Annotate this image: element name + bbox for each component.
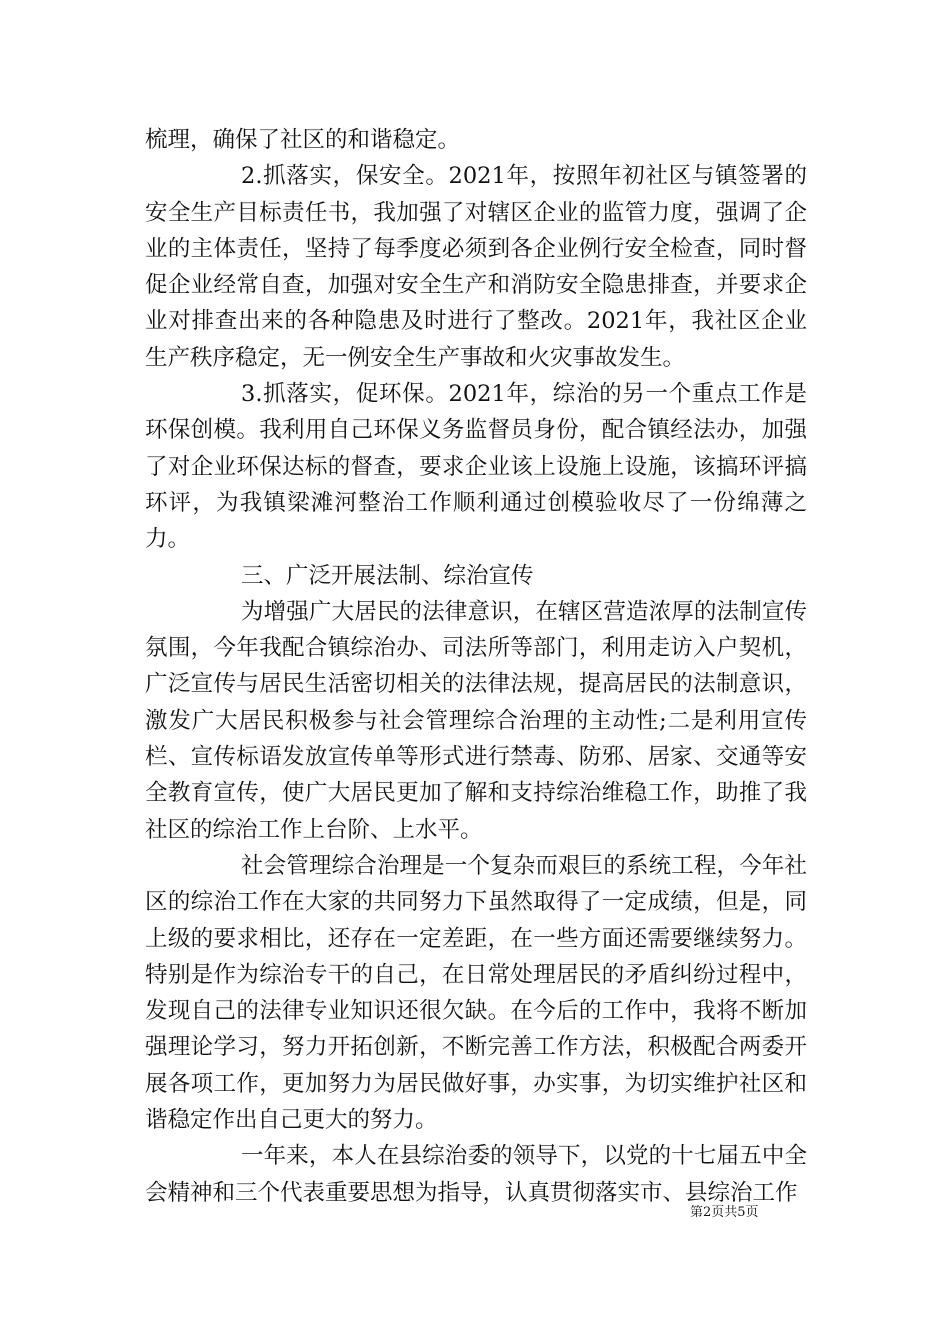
- paragraph-summary: 社会管理综合治理是一个复杂而艰巨的系统工程，今年社区的综治工作在大家的共同努力下虽然取得了一定成绩，但是，同上级的要求相比，还存在一定差距，在一些方面还需要继续努力。特别是作为综治专干的自己，在日常处理居民的矛盾纠纷过程中，发现自己的法律专业知识还很欠缺。在今后的工作中，我将不断加强理论学习，努力开拓创新，不断完善工作方法，积极配合两委开展各项工作，更加努力为居民做好事，办实事，为切实维护社区和谐稳定作出自己更大的努力。: [145, 852, 807, 1134]
- section-heading: 三、广泛开展法制、综治宣传: [241, 562, 534, 589]
- paragraph-publicity: 为增强广大居民的法律意识，在辖区营造浓厚的法制宣传氛围，今年我配合镇综治办、司法所等部门，利用走访入户契机，广泛宣传与居民生活密切相关的法律法规，提高居民的法制意识，激发广大居民积极参与社会管理综合治理的主动性;二是利用宣传栏、宣传标语发放宣传单等形式进行禁毒、防邪、居家、交通等安全教育宣传，使广大居民更加了解和支持综治维稳工作，助推了我社区的综治工作上台阶、上水平。: [145, 598, 807, 843]
- paragraph-safety: 2.抓落实，保安全。2021年，按照年初社区与镇签署的安全生产目标责任书，我加强了对辖区企业的监管力度，强调了企业的主体责任，坚持了每季度必须到各企业例行安全检查，同时督促企业经常自查，加强对安全生产和消防安全隐患排查，并要求企业对排查出来的各种隐患及时进行了整改。2021年，我社区企业生产秩序稳定，无一例安全生产事故和火灾事故发生。: [145, 163, 807, 371]
- paragraph-continuation: 梳理，确保了社区的和谐稳定。: [145, 127, 461, 153]
- paragraph-year-review: 一年来，本人在县综治委的领导下，以党的十七届五中全会精神和三个代表重要思想为指导，认真贯彻落实市、县综治工作: [145, 1143, 807, 1206]
- document-body: [145, 122, 807, 1211]
- page-footer: 第2页共5页: [690, 1205, 759, 1220]
- paragraph-environment: 3.抓落实，促环保。2021年，综治的另一个重点工作是环保创模。我利用自己环保义务监督员身份，配合镇经法办，加强了对企业环保达标的督查，要求企业该上设施上设施，该搞环评搞环评，为我镇梁滩河整治工作顺利通过创模验收尽了一份绵薄之力。: [145, 381, 807, 553]
